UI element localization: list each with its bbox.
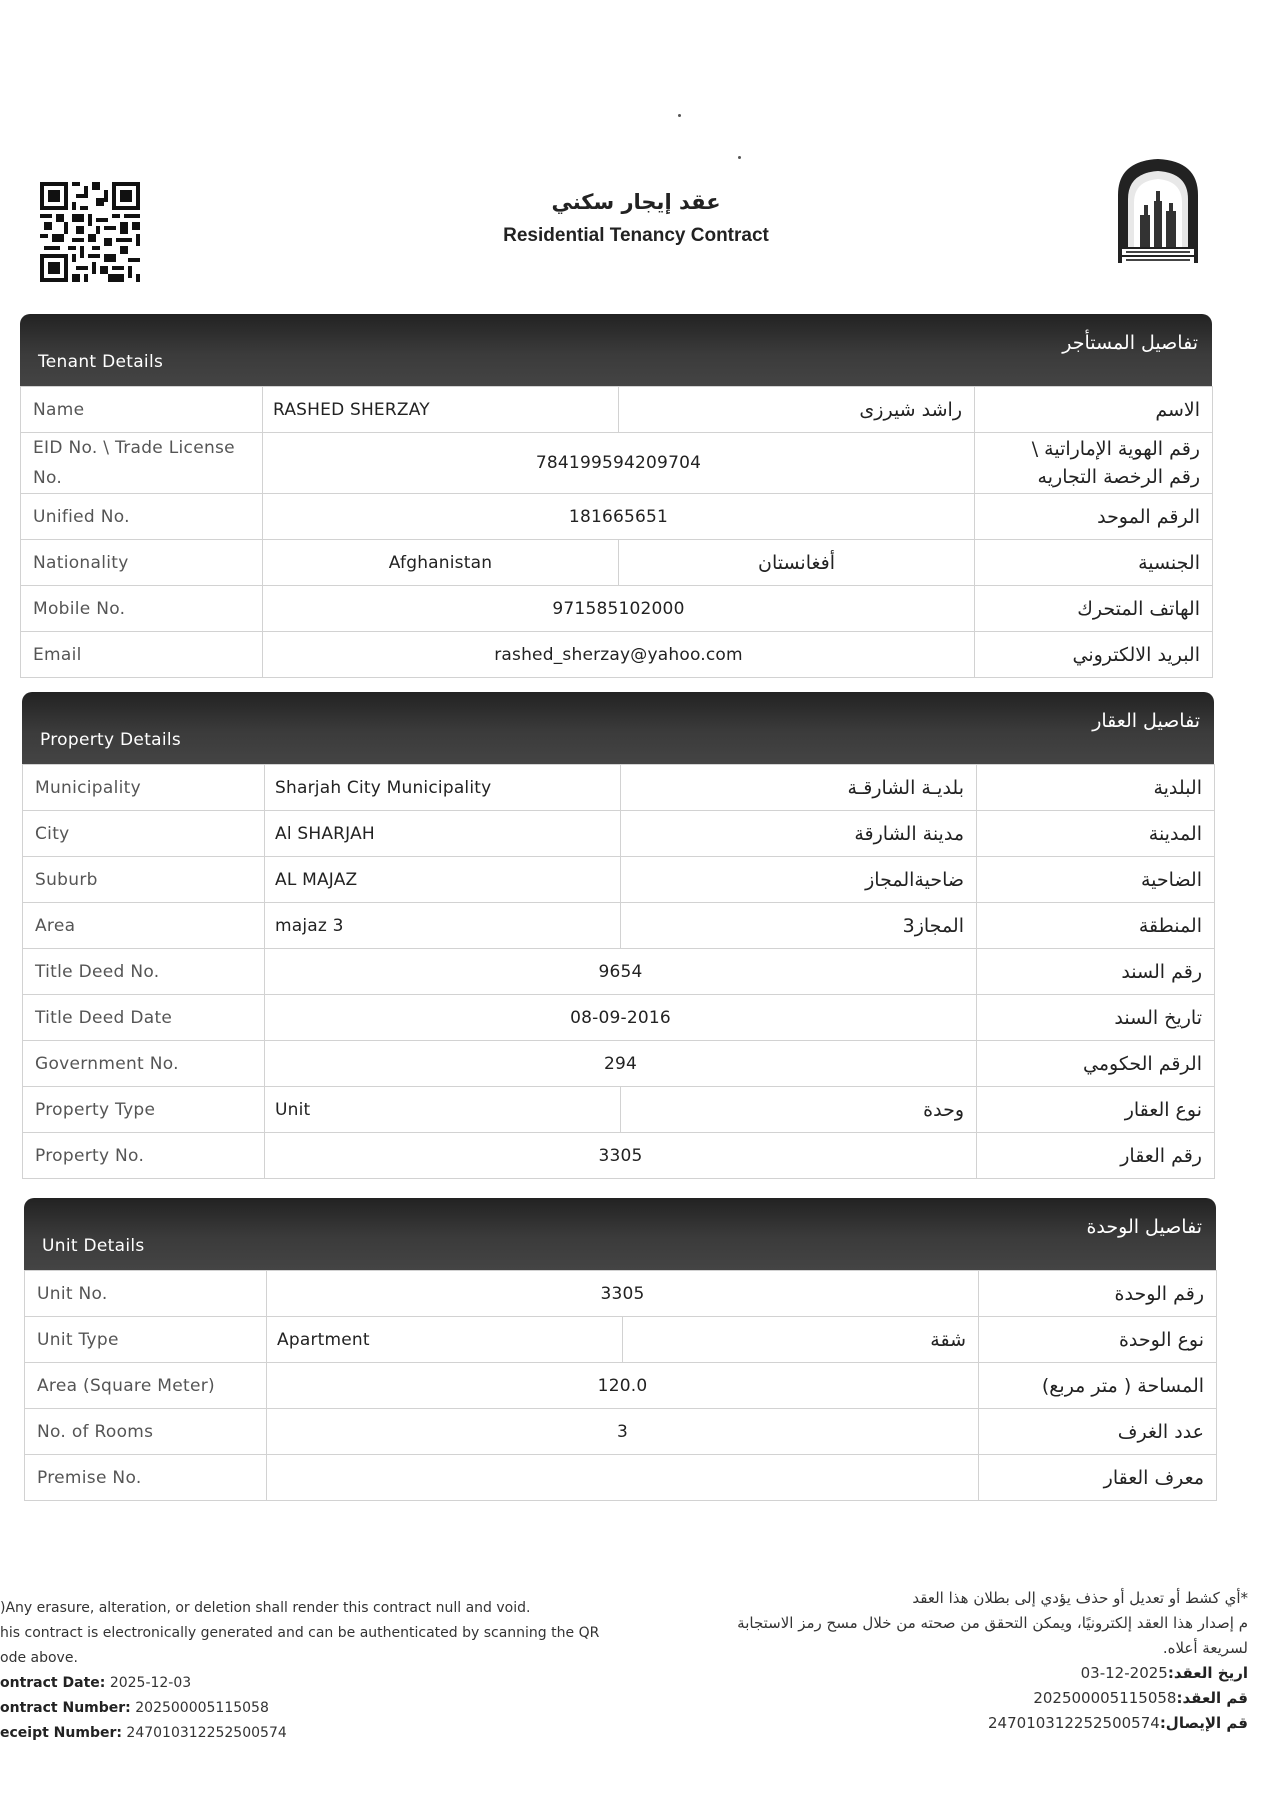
tenant-section-header bbox=[20, 314, 1212, 386]
label-email-ar: البريد الالكتروني bbox=[975, 632, 1213, 678]
receipt-number-label: eceipt Number: bbox=[0, 1725, 122, 1741]
label-municipality: Municipality bbox=[23, 765, 265, 811]
label-area-sqm-ar: المساحة ( متر مربع) bbox=[979, 1363, 1217, 1409]
value-unit-no: 3305 bbox=[267, 1271, 979, 1317]
label-rooms-ar: عدد الغرف bbox=[979, 1409, 1217, 1455]
footer-en-line1: )Any erasure, alteration, or deletion shall render this contract null and void. bbox=[0, 1600, 531, 1616]
label-unit-type: Unit Type bbox=[25, 1317, 267, 1363]
table-row bbox=[25, 1271, 1217, 1317]
label-premise-ar: معرف العقار bbox=[979, 1455, 1217, 1501]
value-premise bbox=[267, 1455, 979, 1501]
label-title-deed-date: Title Deed Date bbox=[23, 995, 265, 1041]
footer-arabic bbox=[648, 1586, 1248, 1736]
label-title-deed-date-ar: تاريخ السند bbox=[977, 995, 1215, 1041]
value-email: rashed_sherzay@yahoo.com bbox=[263, 632, 975, 678]
label-unified-ar: الرقم الموحد bbox=[975, 494, 1213, 540]
label-mobile: Mobile No. bbox=[21, 586, 263, 632]
table-row bbox=[23, 949, 1215, 995]
value-area-ar: المجاز3 bbox=[621, 903, 977, 949]
footer-ar-receipt-number bbox=[648, 1711, 1248, 1736]
footer-en-line3: ode above. bbox=[0, 1650, 78, 1666]
table-row bbox=[23, 1133, 1215, 1179]
value-government-no: 294 bbox=[265, 1041, 977, 1087]
property-section bbox=[22, 692, 1214, 1179]
value-eid: 784199594209704 bbox=[263, 433, 975, 494]
unit-section bbox=[24, 1198, 1216, 1501]
table-row bbox=[23, 857, 1215, 903]
property-table bbox=[22, 764, 1215, 1179]
footer-en-receipt-number bbox=[0, 1721, 660, 1746]
scan-speck bbox=[738, 156, 741, 159]
title-english: Residential Tenancy Contract bbox=[503, 225, 769, 246]
label-eid-ar-line2: رقم الرخصة التجاريه bbox=[1037, 466, 1200, 488]
contract-date-value-ar: 2025-12-03 bbox=[1080, 1664, 1168, 1682]
table-row bbox=[25, 1455, 1217, 1501]
receipt-number-value-ar: 247010312252500574 bbox=[988, 1714, 1160, 1732]
section-heading-en: Unit Details bbox=[42, 1236, 145, 1256]
footer-en-contract-date bbox=[0, 1671, 660, 1696]
value-property-type-ar: وحدة bbox=[621, 1087, 977, 1133]
label-email: Email bbox=[21, 632, 263, 678]
footer-ar-line2: م إصدار هذا العقد إلكترونيًا، ويمكن التحقق من صحته من خلال مسح رمز الاستجابة bbox=[737, 1614, 1248, 1632]
table-row bbox=[21, 540, 1213, 586]
table-row bbox=[25, 1317, 1217, 1363]
table-row bbox=[21, 494, 1213, 540]
contract-date-label: ontract Date: bbox=[0, 1675, 106, 1691]
table-row bbox=[21, 387, 1213, 433]
label-unit-type-ar: نوع الوحدة bbox=[979, 1317, 1217, 1363]
label-mobile-ar: الهاتف المتحرك bbox=[975, 586, 1213, 632]
title-arabic: عقد إيجار سكني bbox=[551, 190, 721, 214]
section-heading-ar: تفاصيل المستأجر bbox=[1062, 332, 1198, 354]
value-city-en: Al SHARJAH bbox=[265, 811, 621, 857]
label-area-sqm: Area (Square Meter) bbox=[25, 1363, 267, 1409]
value-nationality-en: Afghanistan bbox=[263, 540, 619, 586]
label-nationality-ar: الجنسية bbox=[975, 540, 1213, 586]
label-city-ar: المدينة bbox=[977, 811, 1215, 857]
section-heading-ar: تفاصيل الوحدة bbox=[1086, 1216, 1202, 1238]
value-unit-type-en: Apartment bbox=[267, 1317, 623, 1363]
label-eid-ar bbox=[975, 433, 1213, 494]
value-property-no: 3305 bbox=[265, 1133, 977, 1179]
value-property-type-en: Unit bbox=[265, 1087, 621, 1133]
tenant-section bbox=[20, 314, 1212, 678]
footer-ar-contract-date bbox=[648, 1661, 1248, 1686]
table-row bbox=[23, 811, 1215, 857]
table-row bbox=[21, 632, 1213, 678]
contract-number-label-ar: قم العقد: bbox=[1176, 1689, 1248, 1707]
label-title-deed-no-ar: رقم السند bbox=[977, 949, 1215, 995]
label-property-type: Property Type bbox=[23, 1087, 265, 1133]
label-property-no-ar: رقم العقار bbox=[977, 1133, 1215, 1179]
value-name-ar: راشد شيرزى bbox=[619, 387, 975, 433]
footer-en-contract-number bbox=[0, 1696, 660, 1721]
value-area-sqm: 120.0 bbox=[267, 1363, 979, 1409]
unit-table bbox=[24, 1270, 1217, 1501]
table-row bbox=[23, 765, 1215, 811]
value-area-en: majaz 3 bbox=[265, 903, 621, 949]
value-unified: 181665651 bbox=[263, 494, 975, 540]
footer-ar-line3: لسريعة أعلاه. bbox=[1162, 1639, 1248, 1657]
section-heading-en: Tenant Details bbox=[38, 352, 164, 372]
label-suburb: Suburb bbox=[23, 857, 265, 903]
contract-number-value-ar: 202500005115058 bbox=[1033, 1689, 1177, 1707]
table-row bbox=[23, 1087, 1215, 1133]
unit-section-header bbox=[24, 1198, 1216, 1270]
label-municipality-ar: البلدية bbox=[977, 765, 1215, 811]
table-row bbox=[21, 586, 1213, 632]
label-rooms: No. of Rooms bbox=[25, 1409, 267, 1455]
value-nationality-ar: أفغانستان bbox=[619, 540, 975, 586]
label-unit-no-ar: رقم الوحدة bbox=[979, 1271, 1217, 1317]
section-heading-en: Property Details bbox=[40, 730, 182, 750]
table-row bbox=[25, 1363, 1217, 1409]
label-city: City bbox=[23, 811, 265, 857]
value-title-deed-date: 08-09-2016 bbox=[265, 995, 977, 1041]
property-section-header bbox=[22, 692, 1214, 764]
label-property-type-ar: نوع العقار bbox=[977, 1087, 1215, 1133]
table-row bbox=[23, 1041, 1215, 1087]
tenant-table bbox=[20, 386, 1213, 678]
value-suburb-ar: ضاحيةالمجاز bbox=[621, 857, 977, 903]
contract-number-value: 202500005115058 bbox=[135, 1700, 269, 1716]
table-row bbox=[21, 433, 1213, 494]
value-mobile: 971585102000 bbox=[263, 586, 975, 632]
label-unit-no: Unit No. bbox=[25, 1271, 267, 1317]
label-suburb-ar: الضاحية bbox=[977, 857, 1215, 903]
label-nationality: Nationality bbox=[21, 540, 263, 586]
label-government-no-ar: الرقم الحكومي bbox=[977, 1041, 1215, 1087]
value-city-ar: مدينة الشارقة bbox=[621, 811, 977, 857]
label-title-deed-no: Title Deed No. bbox=[23, 949, 265, 995]
table-row bbox=[25, 1409, 1217, 1455]
footer-english bbox=[0, 1596, 660, 1746]
contract-date-label-ar: اريخ العقد: bbox=[1167, 1664, 1248, 1682]
label-government-no: Government No. bbox=[23, 1041, 265, 1087]
value-unit-type-ar: شقة bbox=[623, 1317, 979, 1363]
receipt-number-label-ar: قم الإيصال: bbox=[1159, 1714, 1248, 1732]
contract-date-value: 2025-12-03 bbox=[109, 1675, 192, 1691]
label-name: Name bbox=[21, 387, 263, 433]
label-area-ar: المنطقة bbox=[977, 903, 1215, 949]
label-eid: EID No. \ Trade License No. bbox=[21, 433, 263, 494]
contract-number-label: ontract Number: bbox=[0, 1700, 131, 1716]
value-suburb-en: AL MAJAZ bbox=[265, 857, 621, 903]
section-heading-ar: تفاصيل العقار bbox=[1092, 710, 1200, 732]
value-title-deed-no: 9654 bbox=[265, 949, 977, 995]
scan-speck bbox=[678, 114, 681, 117]
table-row bbox=[23, 903, 1215, 949]
label-area: Area bbox=[23, 903, 265, 949]
footer-ar-line1: *أي كشط أو تعديل أو حذف يؤدي إلى بطلان هذا العقد bbox=[912, 1589, 1248, 1607]
label-unified: Unified No. bbox=[21, 494, 263, 540]
footer-ar-contract-number bbox=[648, 1686, 1248, 1711]
value-rooms: 3 bbox=[267, 1409, 979, 1455]
value-municipality-en: Sharjah City Municipality bbox=[265, 765, 621, 811]
receipt-number-value: 247010312252500574 bbox=[126, 1725, 287, 1741]
label-property-no: Property No. bbox=[23, 1133, 265, 1179]
label-name-ar: الاسم bbox=[975, 387, 1213, 433]
label-eid-ar-line1: رقم الهوية الإماراتية \ bbox=[1031, 438, 1200, 460]
value-municipality-ar: بلديـة الشارقـة bbox=[621, 765, 977, 811]
table-row bbox=[23, 995, 1215, 1041]
value-name-en: RASHED SHERZAY bbox=[263, 387, 619, 433]
footer-en-line2: his contract is electronically generated and can be authenticated by scanning the QR bbox=[0, 1625, 600, 1641]
label-premise: Premise No. bbox=[25, 1455, 267, 1501]
